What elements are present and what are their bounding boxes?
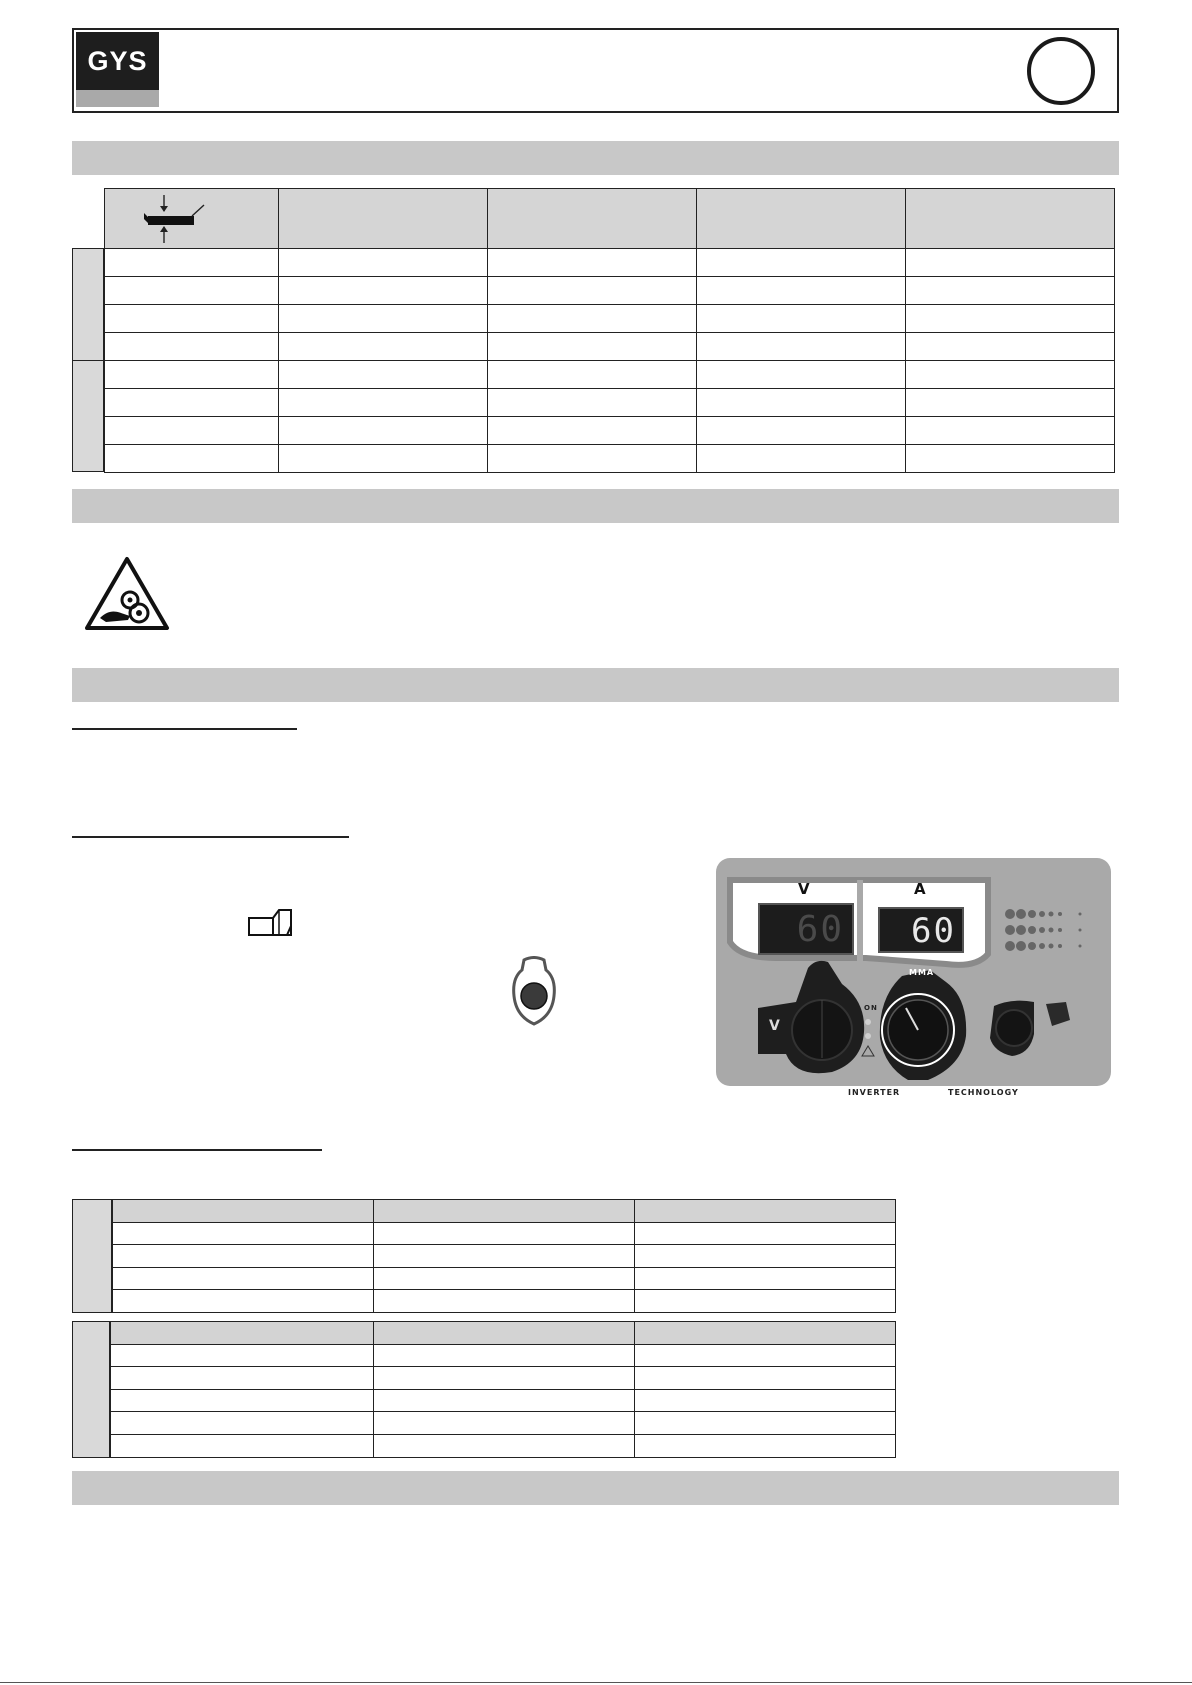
table-cell bbox=[373, 1199, 635, 1223]
table-cell bbox=[905, 360, 1115, 389]
section-band-2 bbox=[72, 489, 1119, 523]
table-cell bbox=[696, 276, 906, 305]
table-cell bbox=[634, 1199, 896, 1223]
table-cell bbox=[373, 1389, 635, 1413]
table-cell bbox=[487, 332, 697, 361]
language-circle bbox=[1027, 37, 1095, 105]
logo-text: GYS bbox=[76, 32, 159, 90]
table-cell bbox=[696, 360, 906, 389]
table-cell bbox=[634, 1289, 896, 1313]
table-cell bbox=[104, 276, 279, 305]
table-cell bbox=[373, 1366, 635, 1390]
table-cell bbox=[487, 304, 697, 333]
table-header-col-5 bbox=[905, 188, 1115, 249]
table-cell bbox=[373, 1434, 635, 1458]
table-cell bbox=[112, 1267, 374, 1291]
table-cell bbox=[278, 276, 488, 305]
table-cell bbox=[905, 276, 1115, 305]
gys-logo bbox=[76, 32, 159, 107]
table-cell bbox=[110, 1434, 374, 1458]
page-header bbox=[72, 28, 1119, 113]
table-cell bbox=[634, 1389, 896, 1413]
table-cell bbox=[373, 1321, 635, 1345]
table-cell bbox=[278, 332, 488, 361]
table-cell bbox=[634, 1222, 896, 1246]
table-header-col-2 bbox=[278, 188, 488, 249]
table-cell bbox=[278, 360, 488, 389]
table-cell bbox=[634, 1411, 896, 1435]
table-cell bbox=[278, 388, 488, 417]
table-cell bbox=[905, 332, 1115, 361]
table-cell bbox=[696, 416, 906, 445]
table-side-group-3 bbox=[72, 1199, 112, 1313]
control-panel bbox=[716, 858, 1111, 1097]
table-cell bbox=[110, 1389, 374, 1413]
push-button-icon bbox=[510, 956, 558, 1028]
table-cell bbox=[634, 1267, 896, 1291]
logo-bar bbox=[76, 90, 159, 107]
table-cell bbox=[696, 332, 906, 361]
table-cell bbox=[112, 1199, 374, 1223]
table-cell bbox=[278, 304, 488, 333]
table-cell bbox=[696, 388, 906, 417]
panel-footer-right: TECHNOLOGY bbox=[948, 1088, 1019, 1097]
table-cell bbox=[487, 360, 697, 389]
table-cell bbox=[110, 1366, 374, 1390]
table-side-group-2 bbox=[72, 360, 104, 472]
table-cell bbox=[487, 276, 697, 305]
display-a-label: A bbox=[914, 880, 927, 898]
table-cell bbox=[104, 416, 279, 445]
mode-label: MMA bbox=[909, 968, 935, 977]
current-value: 60 bbox=[911, 911, 956, 951]
settings-table-lower-1 bbox=[72, 1199, 896, 1313]
table-cell bbox=[696, 444, 906, 473]
table-cell bbox=[373, 1344, 635, 1368]
table-header-col-4 bbox=[696, 188, 906, 249]
hand-crush-warning-icon bbox=[84, 556, 170, 632]
table-cell bbox=[110, 1411, 374, 1435]
table-cell bbox=[373, 1289, 635, 1313]
table-cell bbox=[104, 388, 279, 417]
table-cell bbox=[112, 1289, 374, 1313]
thickness-icon bbox=[140, 193, 210, 245]
table-cell bbox=[634, 1344, 896, 1368]
table-cell bbox=[634, 1434, 896, 1458]
table-cell bbox=[905, 416, 1115, 445]
table-cell bbox=[110, 1344, 374, 1368]
section-band-4 bbox=[72, 1471, 1119, 1505]
table-cell bbox=[278, 248, 488, 277]
table-cell bbox=[905, 444, 1115, 473]
display-v-label: V bbox=[798, 880, 811, 898]
table-cell bbox=[487, 248, 697, 277]
on-label: ON bbox=[864, 1004, 878, 1012]
table-cell bbox=[112, 1244, 374, 1268]
voltage-display bbox=[758, 903, 854, 955]
voltage-knob-label: V bbox=[769, 1018, 781, 1034]
subheading-underline-2 bbox=[72, 836, 349, 838]
settings-table-lower-2 bbox=[72, 1321, 896, 1458]
table-cell bbox=[104, 304, 279, 333]
table-cell bbox=[696, 304, 906, 333]
table-cell bbox=[634, 1366, 896, 1390]
table-cell bbox=[112, 1222, 374, 1246]
table-cell bbox=[373, 1267, 635, 1291]
table-cell bbox=[905, 304, 1115, 333]
table-cell bbox=[110, 1321, 374, 1345]
table-cell bbox=[278, 444, 488, 473]
section-band-1 bbox=[72, 141, 1119, 175]
table-cell bbox=[905, 388, 1115, 417]
voltage-value: 60 bbox=[796, 909, 844, 950]
subheading-underline-3 bbox=[72, 1149, 322, 1151]
table-header-thickness bbox=[104, 188, 279, 249]
table-cell bbox=[487, 444, 697, 473]
table-cell bbox=[104, 332, 279, 361]
table-cell bbox=[104, 248, 279, 277]
table-side-group-4 bbox=[72, 1321, 110, 1458]
settings-table-top bbox=[72, 188, 1115, 472]
panel-footer-left: INVERTER bbox=[848, 1088, 901, 1097]
current-display bbox=[878, 907, 964, 953]
table-cell bbox=[373, 1244, 635, 1268]
table-cell bbox=[104, 360, 279, 389]
page-bottom-rule bbox=[0, 1682, 1192, 1683]
table-cell bbox=[373, 1222, 635, 1246]
table-cell bbox=[104, 444, 279, 473]
table-cell bbox=[487, 416, 697, 445]
table-header-col-3 bbox=[487, 188, 697, 249]
table-cell bbox=[278, 416, 488, 445]
table-side-group-1 bbox=[72, 248, 104, 361]
table-cell bbox=[373, 1411, 635, 1435]
table-cell bbox=[634, 1321, 896, 1345]
table-cell bbox=[634, 1244, 896, 1268]
table-cell bbox=[905, 248, 1115, 277]
subheading-underline-1 bbox=[72, 728, 297, 730]
table-cell bbox=[487, 388, 697, 417]
table-cell bbox=[696, 248, 906, 277]
section-band-3 bbox=[72, 668, 1119, 702]
switch-icon bbox=[247, 908, 295, 938]
